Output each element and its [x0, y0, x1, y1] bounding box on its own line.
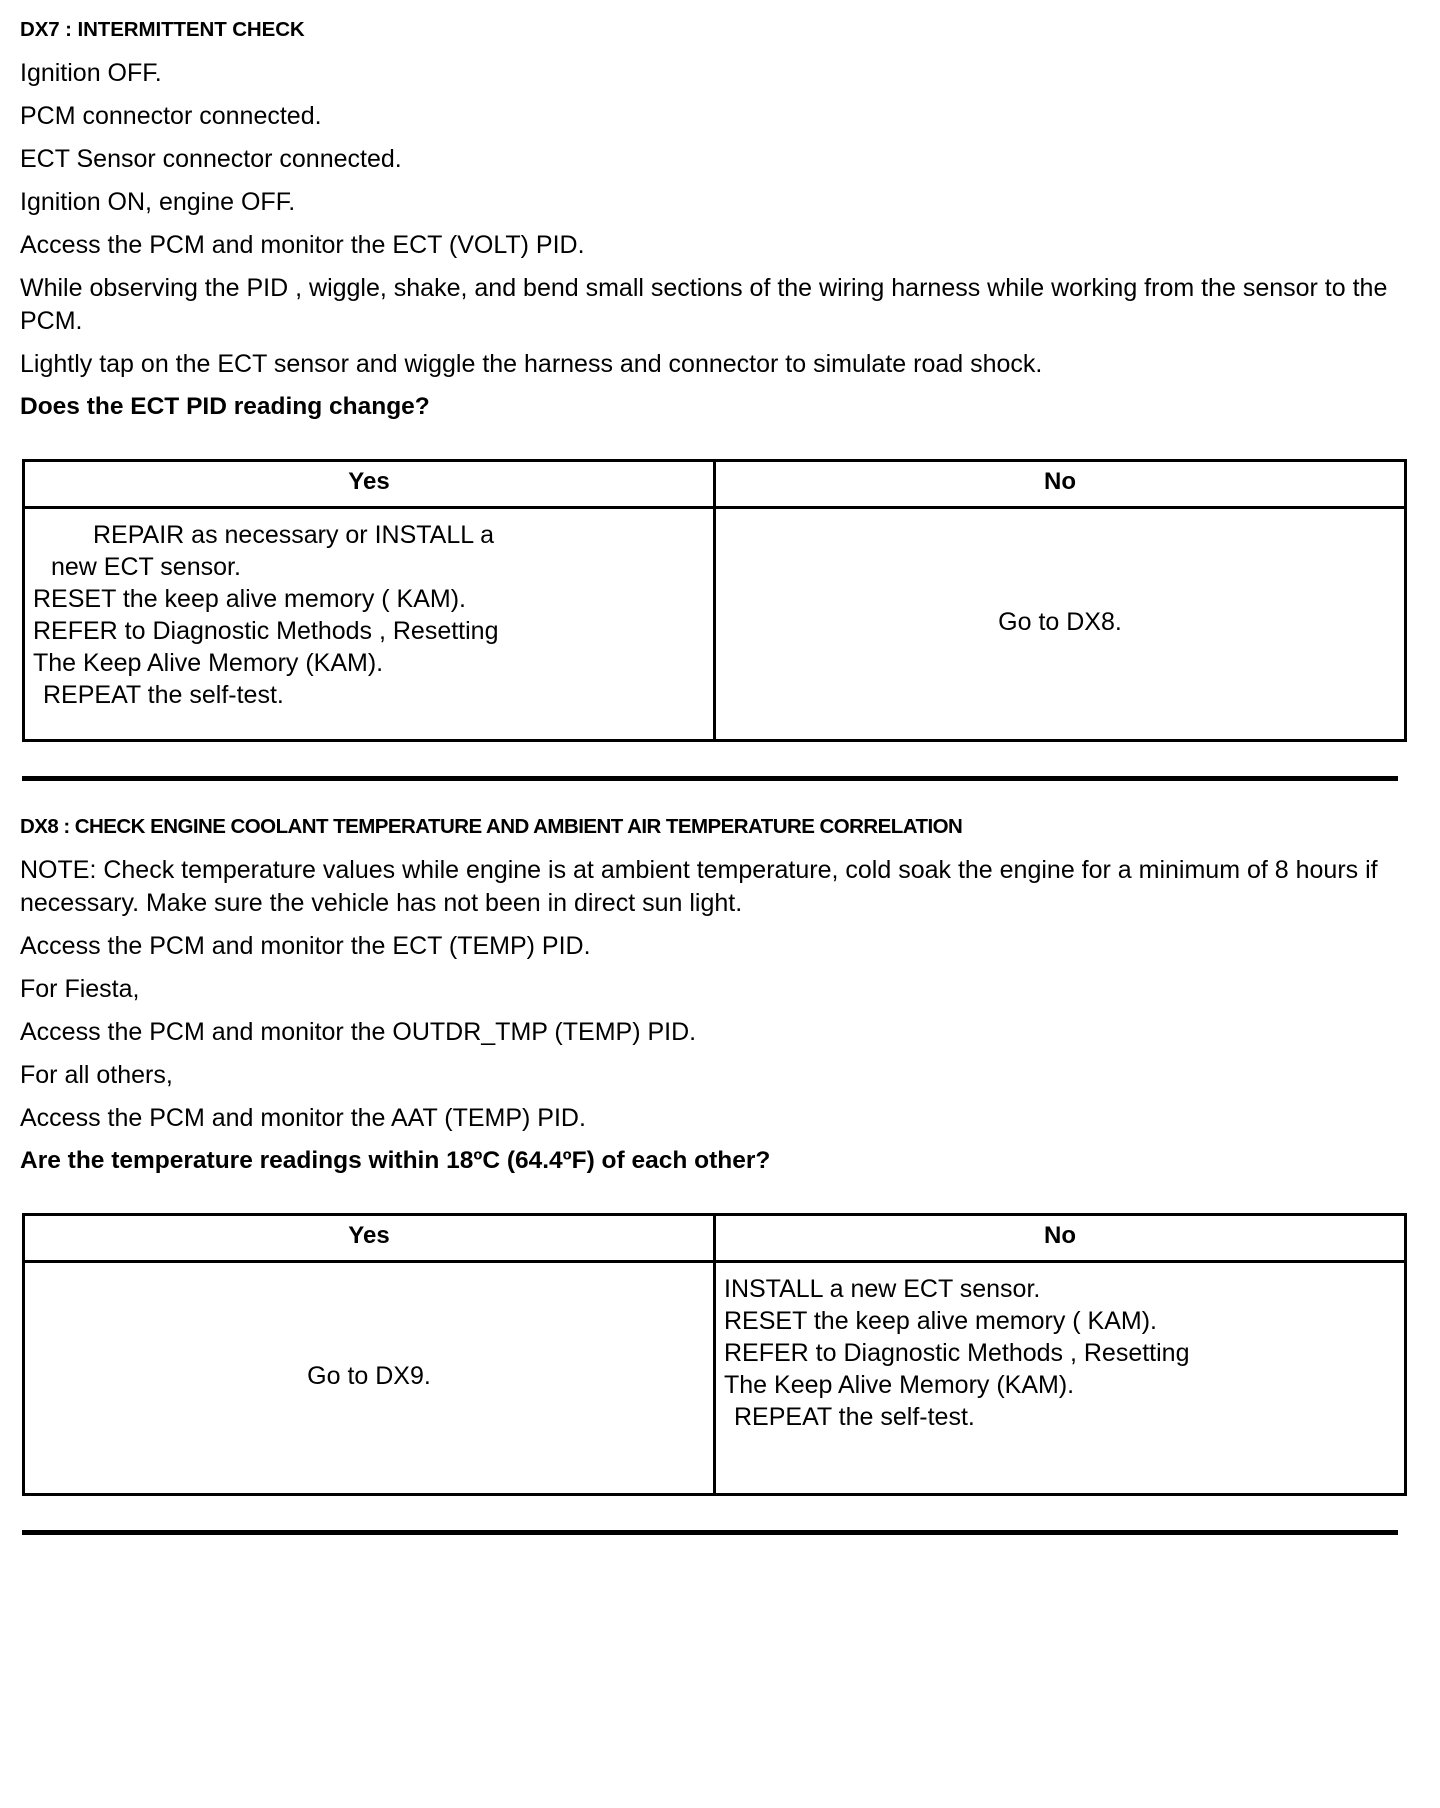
- dx7-yes-line-4: REFER to Diagnostic Methods , Resetting: [33, 616, 499, 645]
- dx7-cell-yes: [24, 507, 715, 740]
- dx8-line-1: NOTE: Check temperature values while engine is at ambient temperature, cold soak the engine for a minimum of 8 hours if necessary. Make sure the vehicle has not been in direct sun light.: [20, 855, 1378, 917]
- dx7-no-content: Go to DX8.: [998, 607, 1122, 636]
- dx8-line-4: Access the PCM and monitor the OUTDR_TMP (TEMP) PID.: [20, 1017, 697, 1046]
- dx8-no-line-5: REPEAT the self-test.: [734, 1402, 975, 1431]
- dx7-yes-content: [25, 509, 713, 739]
- dx8-line-6: Access the PCM and monitor the AAT (TEMP) PID.: [20, 1103, 586, 1132]
- dx8-no-line-2: RESET the keep alive memory ( KAM).: [724, 1306, 1158, 1335]
- dx7-line-2: PCM connector connected.: [20, 101, 322, 130]
- dx8-question: Are the temperature readings within 18ºC (64.4ºF) of each other?: [20, 1146, 771, 1174]
- dx8-table-body-row: [24, 1261, 1406, 1494]
- dx8-no-line-3: REFER to Diagnostic Methods , Resetting: [724, 1338, 1190, 1367]
- dx7-header-yes: Yes: [24, 460, 715, 507]
- section-dx8-heading: DX8 : CHECK ENGINE COOLANT TEMPERATURE AND AMBIENT AIR TEMPERATURE CORRELATION: [20, 814, 963, 838]
- dx8-line-5: For all others,: [20, 1060, 173, 1089]
- dx8-line-2: Access the PCM and monitor the ECT (TEMP) PID.: [20, 931, 591, 960]
- dx7-line-1: Ignition OFF.: [20, 58, 162, 87]
- dx7-line-7: Lightly tap on the ECT sensor and wiggle the harness and connector to simulate road shock.: [20, 349, 1043, 378]
- dx8-header-no: No: [715, 1214, 1406, 1261]
- dx7-yes-line-1: REPAIR as necessary or INSTALL a: [93, 520, 495, 549]
- dx8-yes-content: Go to DX9.: [307, 1361, 431, 1390]
- dx7-header-no: No: [715, 460, 1406, 507]
- dx8-table-header-row: [24, 1214, 1406, 1261]
- dx7-table-body-row: [24, 507, 1406, 740]
- dx8-no-content: [716, 1263, 1404, 1493]
- dx7-question: Does the ECT PID reading change?: [20, 392, 430, 420]
- section-dx7-heading: DX7 : INTERMITTENT CHECK: [20, 18, 305, 41]
- dx8-header-yes: Yes: [24, 1214, 715, 1261]
- dx8-no-line-4: The Keep Alive Memory (KAM).: [724, 1370, 1075, 1399]
- dx8-cell-yes: [24, 1261, 715, 1494]
- dx7-line-5: Access the PCM and monitor the ECT (VOLT) PID.: [20, 230, 585, 259]
- section-dx8: [20, 815, 1412, 1535]
- dx8-cell-no: [715, 1261, 1406, 1494]
- dx7-line-3: ECT Sensor connector connected.: [20, 144, 402, 173]
- dx7-yes-line-5: The Keep Alive Memory (KAM).: [33, 648, 384, 677]
- section-dx7: [20, 18, 1412, 781]
- dx8-no-line-1: INSTALL a new ECT sensor.: [724, 1274, 1041, 1303]
- dx7-table-header-row: [24, 460, 1406, 507]
- dx7-decision-table: [22, 459, 1407, 742]
- dx8-line-3: For Fiesta,: [20, 974, 140, 1003]
- dx7-yes-line-3: RESET the keep alive memory ( KAM).: [33, 584, 467, 613]
- section-divider-2: [22, 1530, 1398, 1535]
- dx8-decision-table: [22, 1213, 1407, 1496]
- dx7-line-4: Ignition ON, engine OFF.: [20, 187, 296, 216]
- dx7-cell-no: [715, 507, 1406, 740]
- dx7-line-6: While observing the PID , wiggle, shake, and bend small sections of the wiring harness while working from the sensor to the PCM.: [20, 273, 1388, 335]
- dx7-yes-line-6: REPEAT the self-test.: [43, 680, 284, 709]
- dx7-yes-line-2: new ECT sensor.: [51, 552, 241, 581]
